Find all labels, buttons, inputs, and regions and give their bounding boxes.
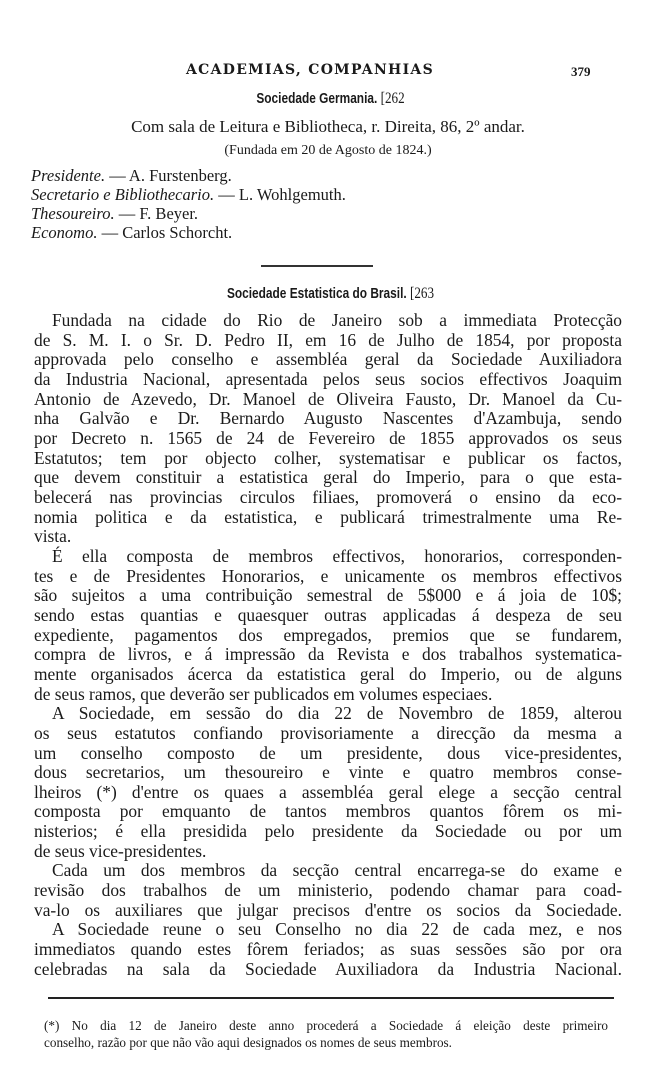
- officer-row: [31, 223, 232, 243]
- body-line: mente organisados ácerca da estatistica geral do Imperio, ou de alguns: [34, 664, 622, 684]
- officer-role: Secretario e Bibliothecario.: [31, 185, 215, 204]
- body-line: por Decreto n. 1565 de 24 de Fevereiro de 1855 approvados os seus: [34, 428, 622, 448]
- body-line: de seus vice-presidentes.: [34, 841, 207, 861]
- body-line: da Industria Nacional, apresentada pelos seus socios effectivos Joaquim: [34, 369, 622, 389]
- body-line: immediatos quando estes fôrem feriados; as suas sessões são por ora: [34, 939, 622, 959]
- body-line: compra de livros, e á impressão da Revista e dos trabalhos systematica-: [34, 644, 622, 664]
- section-number: [262: [380, 90, 405, 107]
- officer-name: — Carlos Schorcht.: [101, 223, 233, 242]
- body-line: de S. M. I. o Sr. D. Pedro II, em 16 de Julho de 1854, por proposta: [34, 330, 622, 350]
- section-title-text: Sociedade Germania.: [256, 91, 378, 107]
- body-line: composta por emquanto de tantos membros quantos fôrem os mi-: [34, 801, 622, 821]
- body-line: os seus estatutos confiando provisoriamente a direcção da mesma a: [34, 723, 622, 743]
- address-line: Com sala de Leitura e Bibliotheca, r. Direita, 86, 2º andar.: [131, 117, 525, 136]
- section-title-text: Sociedade Estatistica do Brasil.: [226, 286, 407, 302]
- section-number: [263: [410, 285, 435, 302]
- officer-row: [31, 166, 232, 186]
- section-title-262: [59, 90, 601, 108]
- running-head: [0, 62, 661, 84]
- body-line: expediente, pagamentos dos empregados, premios que se fundarem,: [34, 625, 622, 645]
- officer-role: Economo.: [31, 223, 98, 242]
- founded-line: (Fundada em 20 de Agosto de 1824.): [224, 143, 432, 158]
- body-line: revisão dos trabalhos de um ministerio, podendo chamar para coad-: [34, 880, 622, 900]
- body-line: celebradas na sala da Sociedade Auxiliadora da Industria Nacional.: [34, 959, 622, 979]
- body-line: dous secretarios, um thesoureiro e vinte e quatro membros conse-: [34, 762, 622, 782]
- body-line: de seus ramos, que deverão ser publicados em volumes especiaes.: [34, 684, 493, 704]
- body-line: va-lo os auxiliares que julgar precisos d'entre os socios da Sociedade.: [34, 900, 622, 920]
- body-line: sendo estas quantias e quaesquer outras applicadas á despeza de seu: [34, 605, 622, 625]
- footnote-line: conselho, razão por que não vão aqui designados os nomes de seus membros.: [44, 1035, 452, 1050]
- body-line: approvada pelo conselho e assembléa geral da Sociedade Auxiliadora: [34, 349, 622, 369]
- body-line: A Sociedade, em sessão do dia 22 de Novembro de 1859, alterou: [52, 703, 622, 723]
- section-divider: [261, 265, 373, 267]
- body-line: É ella composta de membros effectivos, honorarios, corresponden-: [52, 546, 622, 566]
- body-line: nha Galvão e Dr. Bernardo Augusto Nascentes d'Azambuja, sendo: [34, 408, 622, 428]
- body-line: um conselho composto de um presidente, dous vice-presidentes,: [34, 743, 622, 763]
- body-line: Estatutos; tem por objecto colher, systematisar e publicar os factos,: [34, 448, 622, 468]
- body-line: nomia politica e da estatistica, e publicará trimestralmente uma Re-: [34, 507, 622, 527]
- officer-role: Thesoureiro.: [31, 204, 115, 223]
- body-line: vista.: [34, 526, 72, 546]
- officer-name: — L. Wohlgemuth.: [218, 185, 346, 204]
- officer-name: — A. Furstenberg.: [109, 166, 232, 185]
- section-title-263: [59, 285, 601, 303]
- page-number: 379: [571, 64, 591, 79]
- body-line: são sujeitos a uma contribuição semestral de 5$000 e á joia de 10$;: [34, 585, 622, 605]
- officer-row: [31, 185, 346, 205]
- body-line: Antonio de Azevedo, Dr. Manoel de Oliveira Fausto, Dr. Manoel da Cu-: [34, 389, 622, 409]
- footnote-divider: [48, 997, 614, 999]
- body-line: Cada um dos membros da secção central encarrega-se do exame e: [52, 860, 622, 880]
- officer-role: Presidente.: [31, 166, 106, 185]
- body-line: que devem constituir a estatistica geral do Imperio, para o que esta-: [34, 467, 622, 487]
- running-head-title: ACADEMIAS, COMPANHIAS: [186, 62, 434, 78]
- body-line: Fundada na cidade do Rio de Janeiro sob a immediata Protecção: [52, 310, 622, 330]
- body-line: nisterios; é ella presidida pelo presidente da Sociedade ou por um: [34, 821, 622, 841]
- body-line: belecerá nas provincias circulos filiaes, promoverá o ensino da eco-: [34, 487, 622, 507]
- body-line: A Sociedade reune o seu Conselho no dia 22 de cada mez, e nos: [52, 919, 622, 939]
- body-line: tes e de Presidentes Honorarios, e unicamente os membros effectivos: [34, 566, 622, 586]
- officer-name: — F. Beyer.: [118, 204, 199, 223]
- body-line: lheiros (*) d'entre os quaes a assembléa geral elege a secção central: [34, 782, 622, 802]
- footnote-line: (*) No dia 12 de Janeiro deste anno procederá a Sociedade á eleição deste primeiro: [44, 1018, 608, 1033]
- officer-row: [31, 204, 198, 224]
